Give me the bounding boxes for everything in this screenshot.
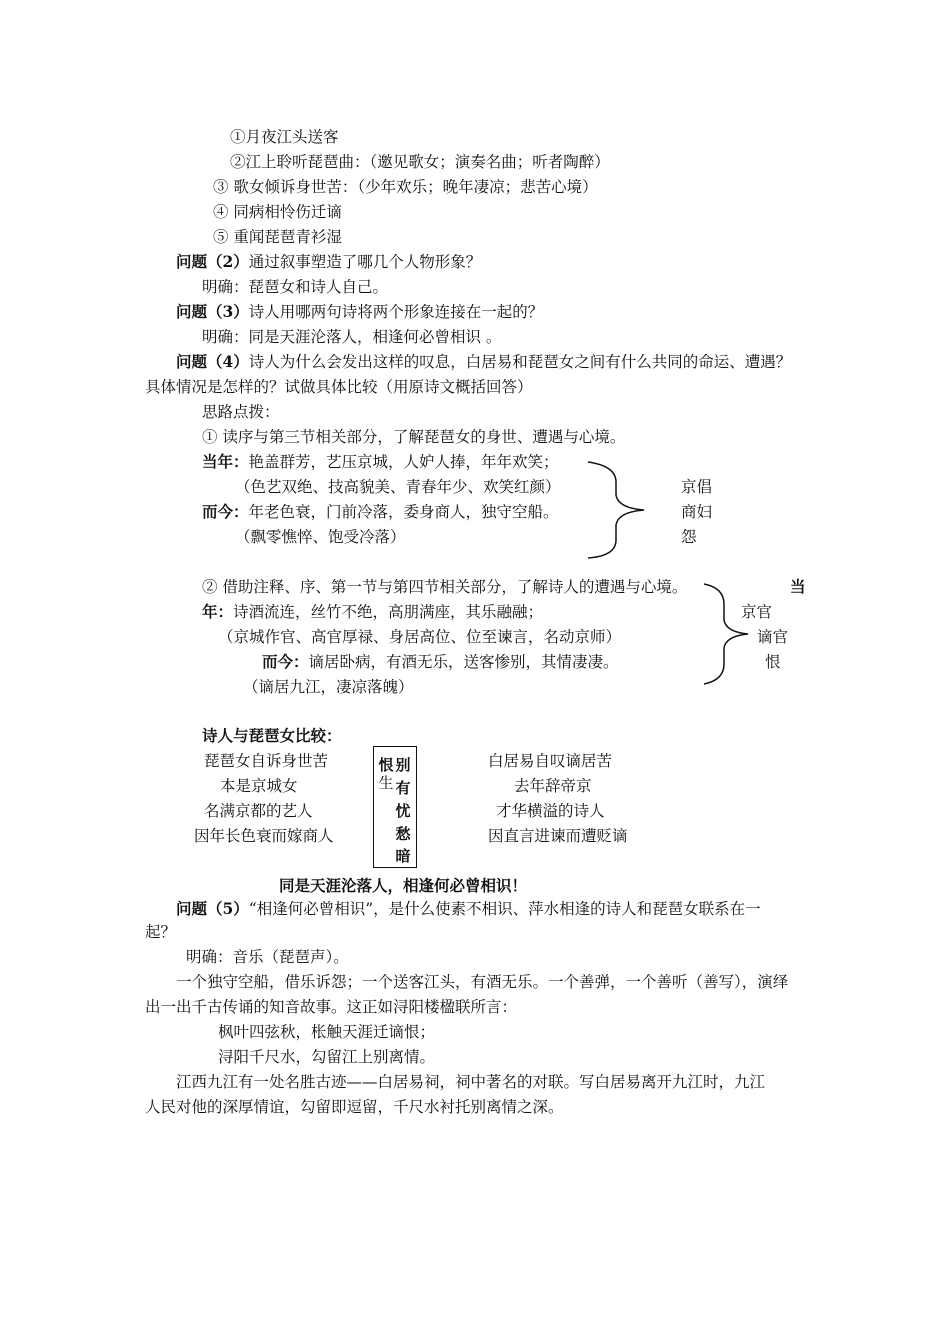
box-col2-1: 别 (395, 756, 411, 774)
side1-item-2: 商妇 (681, 503, 713, 521)
side1-item-1: 京倡 (681, 478, 713, 496)
poet-now-paren: （谪居九江，凄凉落魄） (243, 678, 414, 696)
compare-conclusion: 同是天涯沦落人，相逢何必曾相识！ (279, 876, 528, 895)
answer-3: 明确：同是天涯沦落人，相逢何必曾相识 。 (202, 328, 502, 346)
para1-line2: 出一出千古传诵的知音故事。这正如浔阳楼楹联所言： (145, 998, 518, 1016)
question-2-label: 问题（2） (176, 252, 249, 271)
question-4-label: 问题（4） (176, 352, 249, 371)
poet-then-paren: （京城作官、高官厚禄、身居高位、位至谏言，名动京师） (218, 628, 622, 646)
step-5: ⑤ 重闻琵琶青衫湿 (213, 228, 342, 246)
compare-title: 诗人与琵琶女比较： (202, 726, 342, 745)
question-5 (176, 899, 761, 919)
compare-left-3: 名满京都的艺人 (204, 802, 313, 820)
brace-1 (588, 462, 644, 558)
pipa-then-paren: （色艺双绝、技高貌美、青春年少、欢笑红颜） (235, 478, 561, 496)
answer-2: 明确：琵琶女和诗人自己。 (202, 278, 389, 296)
box-col2-2: 有 (395, 779, 411, 797)
brace-2 (704, 584, 748, 684)
step-4: ④ 同病相怜伤迁谪 (213, 203, 342, 221)
pipa-now-text: 年老色衰，门前冷落，委身商人，独守空船。 (248, 503, 559, 521)
box-col2-5: 暗 (395, 847, 411, 865)
para2-line2: 人民对他的深厚情谊，勾留即逗留，千尺水衬托别离情之深。 (145, 1098, 564, 1116)
compare-left-2: 本是京城女 (220, 777, 298, 795)
answer-5: 明确：音乐（琵琶声）。 (186, 948, 349, 966)
box-col1-2: 生 (378, 774, 394, 792)
poet-now-label: 而今： (262, 652, 309, 671)
pipa-now-paren: （飘零憔悴、饱受冷落） (235, 528, 406, 546)
question-3-label: 问题（3） (176, 302, 249, 321)
compare-left-1: 琵琶女自诉身世苦 (204, 752, 329, 770)
question-5-text: “相逢何必曾相识”，是什么使素不相识、萍水相逢的诗人和琵琶女联系在一 (248, 900, 761, 918)
pipa-then-label: 当年： (202, 452, 249, 471)
question-5-line2: 起？ (145, 923, 177, 941)
box-col2-4: 愁 (395, 825, 411, 843)
poet-then-label: 年： (202, 602, 234, 621)
hint-point-2: ② 借助注释、序、第一节与第四节相关部分，了解诗人的遭遇与心境。 (202, 578, 688, 596)
pipa-now-label: 而今： (202, 502, 249, 521)
compare-right-3: 才华横溢的诗人 (496, 802, 605, 820)
compare-right-2: 去年辞帝京 (514, 777, 592, 795)
step-1: ①月夜江头送客 (230, 128, 339, 146)
question-4-text: 诗人为什么会发出这样的叹息，白居易和琵琶女之间有什么共同的命运、遭遇？ (248, 353, 792, 371)
side1-item-3: 怨 (681, 528, 697, 546)
compare-left-4: 因年长色衰而嫁商人 (194, 827, 334, 845)
question-2-text: 通过叙事塑造了哪几个人物形象？ (248, 253, 482, 271)
question-4-line2: 具体情况是怎样的？试做具体比较（用原诗文概括回答） (145, 378, 533, 396)
para2-line1: 江西九江有一处名胜古迹——白居易祠，祠中著名的对联。写白居易离开九江时，九江 (176, 1073, 766, 1091)
side2-item-2: 谪官 (757, 628, 789, 646)
side2-item-3: 恨 (765, 653, 781, 671)
step-2: ②江上聆听琵琶曲：（邀见歌女；演奏名曲；听者陶醉） (230, 153, 610, 171)
box-col2-3: 忧 (395, 802, 411, 820)
poet-now-text: 谪居卧病，有酒无乐，送客惨别，其情凄凄。 (308, 653, 619, 671)
box-col1-1: 恨 (378, 756, 394, 774)
question-3-text: 诗人用哪两句诗将两个形象连接在一起的？ (248, 303, 544, 321)
hint-title: 思路点拨： (202, 403, 280, 421)
compare-right-1: 白居易自叹谪居苦 (488, 752, 613, 770)
step-3: ③ 歌女倾诉身世苦：（少年欢乐；晚年凄凉；悲苦心境） (213, 178, 598, 196)
poet-then-text: 诗酒流连，丝竹不绝，高朋满座，其乐融融； (233, 603, 544, 621)
couplet-2: 浔阳千尺水，勾留江上别离情。 (218, 1048, 436, 1066)
couplet-1: 枫叶四弦秋，枨触天涯迁谪恨； (218, 1023, 436, 1041)
hint-point-2-tail: 当 (790, 577, 806, 596)
para1-line1: 一个独守空船，借乐诉怨；一个送客江头，有酒无乐。一个善弹，一个善听（善写），演绎 (176, 973, 789, 991)
compare-right-4: 因直言进谏而遭贬谪 (488, 827, 628, 845)
pipa-then-text: 艳盖群芳，艺压京城，人妒人捧，年年欢笑； (248, 453, 559, 471)
side2-item-1: 京官 (741, 603, 773, 621)
question-5-label: 问题（5） (176, 899, 249, 918)
hint-point-1: ① 读序与第三节相关部分，了解琵琶女的身世、遭遇与心境。 (202, 428, 626, 446)
